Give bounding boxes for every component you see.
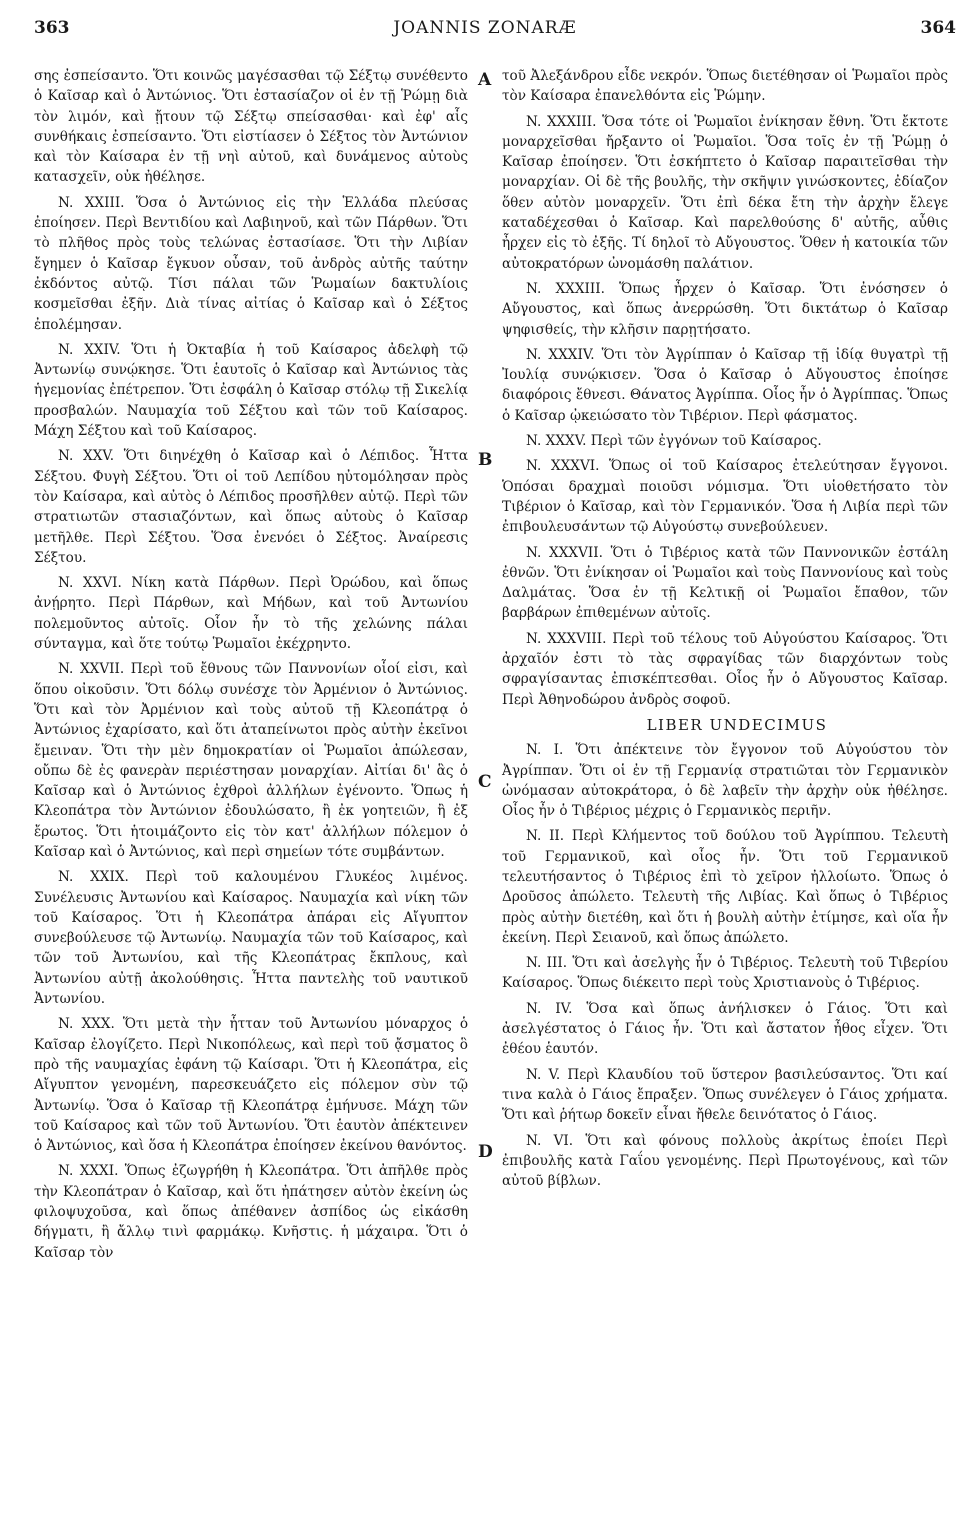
paragraph: N. XXX. Ὅτι μετὰ τὴν ἧτταν τοῦ Ἀντωνίου μόναρχος ὁ Καῖσαρ ἐλογίζετο. Περὶ Νικοπόλεως, καὶ περὶ τοῦ ᾄσματος ὃ πρὸ τῆς ναυμαχίας ἐφάνη τῷ Καίσαρι. Ὅτι ἡ Κλεοπάτρα, εἰς Αἴγυπτον γενομένη, παρεσκευάζετο εἰς πόλεμον σὺν τῷ Ἀντωνίῳ. Ὅσα ὁ Καῖσαρ τῇ Κλεοπάτρᾳ ἐμήνυσε. Μάχη τῶν τοῦ Καίσαρος καὶ τῶν τοῦ Ἀντωνίου. Ὅτι ἑαυτὸν ἀπέκτεινεν ὁ Ἀντώνιος, καὶ ὅσα ἡ Κλεοπάτρα ἐποίησεν ἐκείνου θανόντος. <box>34 1016 468 1155</box>
paragraph: N. XXXIII. Ὅσα τότε οἱ Ῥωμαῖοι ἐνίκησαν ἔθνη. Ὅτι ἔκτοτε μοναρχεῖσθαι ἤρξαντο οἱ Ῥωμαῖοι. Ὅσα τοῖς ἐν τῇ Ῥώμῃ ὁ Καῖσαρ ἐποίησεν. Ὅτι ἐσκήπτετο ὁ Καῖσαρ παραιτεῖσθαι τὴν μοναρχίαν. Οἱ δὲ τῆς βουλῆς, τὴν σκῆψιν γινώσκοντες, ἐδίαζον ὅθεν αὐτὸν μοναρχεῖν. Ὅτι ἐπὶ δέκα ἔτη τὴν ἀρχὴν ἔλεγε καταδέχεσθαι ὁ Καῖσαρ. Καὶ παρελθούσης δ' αὐτῆς, αὖθις ἦρχεν εἰς τὸ ἐξῆς. Τί δηλοῖ τὸ Αὔγουστος. Ὅθεν ἡ κατοικία τῶν αὐτοκρατόρων ὠνομάσθη παλάτιον. <box>502 113 948 272</box>
margin-letter-c: C <box>478 772 492 792</box>
paragraph: N. IV. Ὅσα καὶ ὅπως ἀνήλισκεν ὁ Γάιος. Ὅτι καὶ ἀσελγέστατος ὁ Γάιος ἦν. Ὅτι καὶ ἄστατον ἦθος εἶχεν. Ὅτι ἐθέου ἑαυτόν. <box>502 1000 948 1058</box>
left-column <box>34 66 468 1268</box>
paragraph: N. XXXIV. Ὅτι τὸν Ἀγρίππαν ὁ Καῖσαρ τῇ ἰδίᾳ θυγατρὶ τῇ Ἰουλίᾳ συνῴκισεν. Ὅσα ὁ Καῖσαρ ὁ Αὔγουστος ἐποίησε διαφόροις ἔθνεσι. Θάνατος Ἀγρίππα. Οἷος ἦν ὁ Ἀγρίππας. Ὅπως ὁ Καῖσαρ ᾠκειώσατο τὸν Τιβέριον. Περὶ φάσματος. <box>502 346 948 424</box>
paragraph: N. XXXIII. Ὅπως ἦρχεν ὁ Καῖσαρ. Ὅτι ἐνόσησεν ὁ Αὔγουστος, καὶ ὅπως ἀνερρώσθη. Ὅτι δικτάτωρ ὁ Καῖσαρ ψηφισθείς, τὴν κλῆσιν παρῃτήσατο. <box>502 280 948 338</box>
margin-letter-b: B <box>478 450 493 470</box>
margin-letter-a: A <box>478 70 492 90</box>
paragraph: N. XXXI. Ὅπως ἐζωγρήθη ἡ Κλεοπάτρα. Ὅτι ἀπῆλθε πρὸς τὴν Κλεοπάτραν ὁ Καῖσαρ, καὶ ὅτι ἠπάτησεν αὐτὸν ἐκείνη ὡς φιλοψυχοῦσα, καὶ ὅπως ἀπέθανεν ἀσπίδος ὡς εἰκάσθη δήγματι, ἢ ἄλλῳ τινὶ φαρμάκῳ. Κνῆστις. ἡ μάχαιρα. Ὅτι ὁ Καῖσαρ τὸν <box>34 1163 468 1261</box>
page-number-right: 364 <box>920 18 956 38</box>
paragraph: N. XXXVI. Ὅπως οἱ τοῦ Καίσαρος ἐτελεύτησαν ἔγγονοι. Ὁπόσαι δραχμαὶ ποιοῦσι νόμισμα. Ὅτι υἱοθετήσατο τὸν Τιβέριον ὁ Καῖσαρ, καὶ τὸν Γερμανικόν. Ὅσα ἡ Λιβία περὶ τῶν ἐπιβουλευσάντων τῷ Αὐγούστῳ συνεβούλευεν. <box>502 458 948 536</box>
page-number-left: 363 <box>34 18 70 38</box>
paragraph: N. II. Περὶ Κλήμεντος τοῦ δούλου τοῦ Ἀγρίππου. Τελευτὴ τοῦ Γερμανικοῦ, καὶ οἷος ἦν. Ὅτι τοῦ Γερμανικοῦ τελευτήσαντος ὁ Τιβέριος ἐπὶ τὸ χεῖρον ἠλλοίωτο. Ὅπως ὁ Δροῦσος ἀπώλετο. Τελευτὴ τῆς Λιβίας. Καὶ ὅπως ὁ Τιβέριος πρὸς αὐτὴν διετέθη, καὶ ὅτι ἡ βουλὴ αὐτὴν ἐτίμησε, καὶ οἵα ἦν ἐκείνη. Περὶ Σειανοῦ, καὶ ὅπως ἀπώλετο. <box>502 828 948 946</box>
right-column <box>502 66 948 1196</box>
paragraph: N. I. Ὅτι ἀπέκτεινε τὸν ἔγγονον τοῦ Αὐγούστου τὸν Ἀγρίππαν. Ὅτι οἱ ἐν τῇ Γερμανίᾳ στρατιῶται τὸν Γερμανικὸν ὠνόμασαν αὐτοκράτορα, ὁ δὲ λαβεῖν τὴν ἀρχὴν οὐκ ἠθέλησε. Οἷος ἦν ὁ Τιβέριος μέχρις ὁ Γερμανικὸς περιῆν. <box>502 742 948 820</box>
paragraph: σης ἐσπείσαντο. Ὅτι κοινῶς μαγέσασθαι τῷ Σέξτῳ συνέθεντο ὁ Καῖσαρ καὶ ὁ Ἀντώνιος. Ὅτι ἐστασίαζον οἱ ἐν τῇ Ῥώμῃ διὰ τὸν λιμόν, καὶ ᾔτουν τῷ Σέξτῳ σπείσασθαι· καὶ ἐφ' αἷς συνθήκαις ἐσπείσαντο. Ὅτι εἰστίασεν ὁ Σέξτος τὸν Ἀντώνιον καὶ τὸν Καίσαρα ἐν τῇ νηὶ αὐτοῦ, καὶ δυνάμενος αὐτοὺς κατασχεῖν, οὐκ ἠθέλησε. <box>34 68 468 186</box>
paragraph: N. XXVII. Περὶ τοῦ ἔθνους τῶν Παννονίων οἷοί εἰσι, καὶ ὅπου οἰκοῦσιν. Ὅτι δόλῳ συνέσχε τὸν Ἀρμένιον ὁ Ἀντώνιος. Ὅτι καὶ τὸν Ἀρμένιον καὶ τοὺς αὐτοῦ τῇ Κλεοπάτρᾳ ὁ Ἀντώνιος ἐχαρίσατο, καὶ ὅτι ἀταπείνωτοι πρὸς αὐτὴν ἐκεῖνοι ἔμειναν. Ὅτι τὴν μὲν δημοκρατίαν οἱ Ῥωμαῖοι ἀπώλεσαν, οὔπω δὲ ἐς φανερὰν περιέστησαν μοναρχίαν. Αἰτίαι δι' ἃς ὁ Καῖσαρ καὶ ὁ Ἀντώνιος ἐχθροὶ ἀλλήλων ἐγένοντο. Ὅπως ἡ Κλεοπάτρα τὸν Ἀντώνιον ἐδουλώσατο, ἢ ἐκ γοητειῶν, ἢ ἐξ ἔρωτος. Ὅτι ἡτοιμάζοντο εἰς τὸν κατ' ἀλλήλων πόλεμον ὁ Καῖσαρ καὶ ὁ Ἀντώνιος, καὶ περὶ σημείων τότε συμβάντων. <box>34 661 468 860</box>
paragraph: N. V. Περὶ Κλαυδίου τοῦ ὕστερον βασιλεύσαντος. Ὅτι καί τινα καλὰ ὁ Γάιος ἔπραξεν. Ὅπως συνέλεγεν ὁ Γάιος χρήματα. Ὅτι καὶ ῥήτωρ δοκεῖν εἶναι ἤθελε δεινότατος ὁ Γάιος. <box>502 1066 948 1124</box>
margin-letter-d: D <box>478 1142 493 1162</box>
paragraph: N. XXIII. Ὅσα ὁ Ἀντώνιος εἰς τὴν Ἑλλάδα πλεύσας ἐποίησεν. Περὶ Βεντιδίου καὶ Λαβιηνοῦ, καὶ τῶν Πάρθων. Ὅτι τὸ πλῆθος πρὸς τοὺς τελώνας ἐστασίασε. Ὅτι τὴν Λιβίαν ἔγημεν ὁ Καῖσαρ ἔγκυον οὖσαν, τοῦ ἀνδρὸς αὐτῆς ταύτην ἐκδόντος αὐτῷ. Τίσι πάλαι τῶν Ῥωμαίων δακτυλίοις κοσμεῖσθαι ἐξῆν. Διὰ τίνας αἰτίας ὁ Καῖσαρ καὶ ὁ Σέξτος ἐπολέμησαν. <box>34 194 468 333</box>
paragraph: N. XXXVIII. Περὶ τοῦ τέλους τοῦ Αὐγούστου Καίσαρος. Ὅτι ἀρχαῖόν ἐστι τὸ τὰς σφραγίδας τῶν διαρχόντων τοὺς σφραγίσαντας ἐπισκέπτεσθαι. Οἷος ἦν ὁ Αὔγουστος Καῖσαρ. Περὶ Ἀθηνοδώρου ἀνδρὸς σοφοῦ. <box>502 630 948 708</box>
paragraph: N. III. Ὅτι καὶ ἀσελγὴς ἦν ὁ Τιβέριος. Τελευτὴ τοῦ Τιβερίου Καίσαρος. Ὅπως διέκειτο περὶ τοὺς Χριστιανοὺς ὁ Τιβέριος. <box>502 955 948 992</box>
page-header <box>0 12 970 46</box>
paragraph: N. XXIX. Περὶ τοῦ καλουμένου Γλυκέος λιμένος. Συνέλευσις Ἀντωνίου καὶ Καίσαρος. Ναυμαχία καὶ νίκη τῶν τοῦ Καίσαρος. Ὅτι ἡ Κλεοπάτρα ἀπάραι εἰς Αἴγυπτον συνεβούλευσε τῷ Ἀντωνίῳ. Ναυμαχία τῶν τοῦ Καίσαρος, καὶ τῶν τοῦ Ἀντωνίου, καὶ τῆς Κλεοπάτρας ἔκπλους, καὶ Ἀντωνίου αὐτῇ ἀκολούθησις. Ἧττα παντελὴς τοῦ ναυτικοῦ Ἀντωνίου. <box>34 869 468 1008</box>
paragraph: τοῦ Ἀλεξάνδρου εἶδε νεκρόν. Ὅπως διετέθησαν οἱ Ῥωμαῖοι πρὸς τὸν Καίσαρα ἐπανελθόντα εἰς Ῥώμην. <box>502 68 948 105</box>
paragraph: N. XXXVII. Ὅτι ὁ Τιβέριος κατὰ τῶν Παννονικῶν ἐστάλη ἐθνῶν. Ὅτι ἐνίκησαν οἱ Ῥωμαῖοι καὶ τοὺς Παννονίους καὶ τοὺς Δαλμάτας. Ὅσα ἐν τῇ Κελτικῇ οἱ Ῥωμαῖοι ἔπαθον, τῶν βαρβάρων ἐπιθεμένων αὐτοῖς. <box>502 544 948 622</box>
paragraph: N. XXVI. Νίκη κατὰ Πάρθων. Περὶ Ὀρώδου, καὶ ὅπως ἀνῄρητο. Περὶ Πάρθων, καὶ Μήδων, καὶ τοῦ Ἀντωνίου πολεμοῦντος αὐτοῖς. Οἷον ἦν τὸ τῆς χελώνης πάλαι σύνταγμα, καὶ ὅτε τούτῳ Ῥωμαῖοι ἐκέχρηντο. <box>34 575 468 653</box>
paragraph: N. VI. Ὅτι καὶ φόνους πολλοὺς ἀκρίτως ἐποίει Περὶ ἐπιβουλῆς κατὰ Γαΐου γενομένης. Περὶ Πρωτογένους, καὶ τῶν αὐτοῦ βίβλων. <box>502 1132 948 1190</box>
paragraph: N. XXIV. Ὅτι ἡ Ὀκταβία ἡ τοῦ Καίσαρος ἀδελφὴ τῷ Ἀντωνίῳ συνῴκησε. Ὅτι ἑαυτοῖς ὁ Καῖσαρ καὶ Ἀντώνιος τὰς ἡγεμονίας ἐπέτρεπον. Ὅτι ἐσφάλη ὁ Καῖσαρ στόλῳ τῇ Σικελίᾳ προσβαλών. Ναυμαχία τοῦ Σέξτου καὶ τῶν τοῦ Καίσαρος. Μάχη Σέξτου καὶ τοῦ Καίσαρος. <box>34 341 468 440</box>
running-title: JOANNIS ZONARÆ <box>393 18 577 38</box>
paragraph: N. XXV. Ὅτι διηνέχθη ὁ Καῖσαρ καὶ ὁ Λέπιδος. Ἧττα Σέξτου. Φυγὴ Σέξτου. Ὅτι οἱ τοῦ Λεπίδου ηὐτομόλησαν πρὸς τὸν Καίσαρα, καὶ αὐτὸς ὁ Λέπιδος προσῆλθεν αὐτῷ. Περὶ τῶν στρατιωτῶν στασιαζόντων, καὶ ὅπως αὐτοὺς ὁ Καῖσαρ μετῆλθε. Περὶ Σέξτου. Ὅσα ἐνενόει ὁ Σέξτος. Ἀναίρεσις Σέξτου. <box>34 448 468 566</box>
book-heading: LIBER UNDECIMUS <box>646 715 828 734</box>
paragraph: N. XXXV. Περὶ τῶν ἐγγόνων τοῦ Καίσαρος. <box>526 433 822 450</box>
